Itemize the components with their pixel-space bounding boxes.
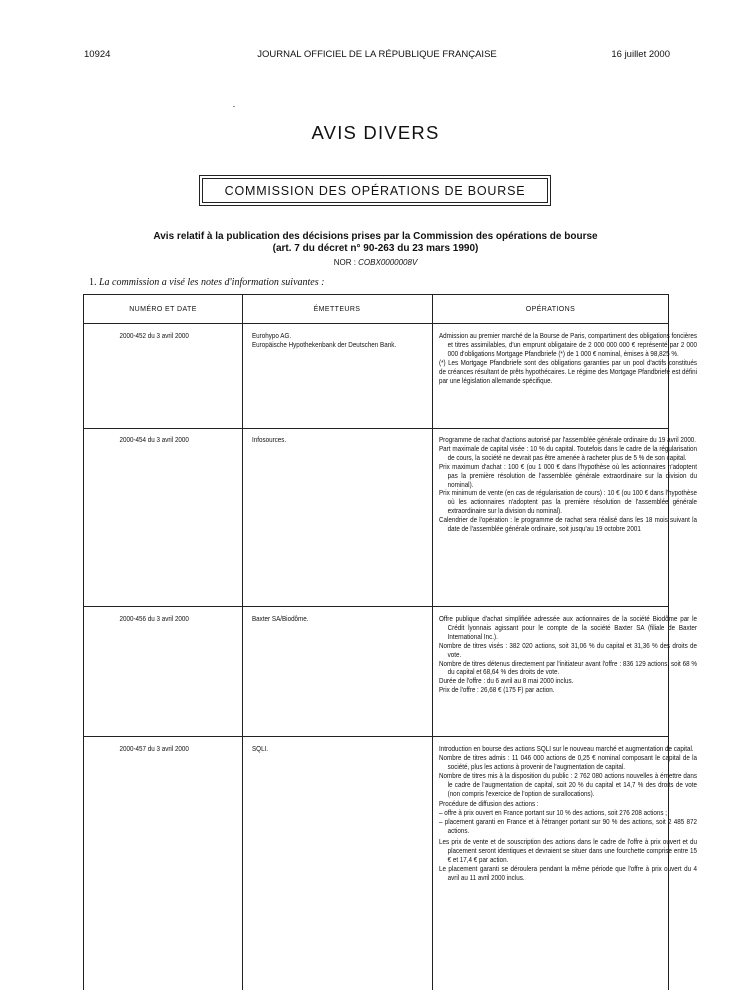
emetteur: Baxter SA/Biodôme.	[252, 614, 309, 623]
row-emetteurs	[252, 436, 427, 445]
nor-label: NOR :	[333, 258, 359, 267]
column-header-numero: NUMÉRO ET DATE	[129, 306, 197, 313]
row-divider	[84, 606, 668, 607]
operation-paragraph: Prix de l'offre : 26,68 € (175 F) par action.	[439, 685, 555, 695]
row-operations	[439, 745, 697, 883]
operation-paragraph: Nombre de titres admis : 11 046 000 actions de 0,25 € nominal composant le capital de la société, plus les actions à provenir de l'augmentation de capital.	[439, 752, 697, 771]
operation-paragraph: Nombre de titres visés : 382 020 actions, soit 31,06 % du capital et 31,36 % des droits de vote.	[439, 640, 697, 659]
operation-paragraph: Prix maximum d'achat : 100 € (ou 1 000 € dans l'hypothèse où les actionnaires n'adoptent pas la première résolution de l'assemblée générale extraordinaire sur la division du nominal).	[439, 461, 697, 489]
operation-paragraph: Admission au premier marché de la Bourse de Paris, compartiment des obligations foncières et titres assimilables, d'un emprunt obligataire de 2 000 000 000 € représenté par 2 000 000 d'obligations Mortgage Pfandbriefe (*) de 1 000 € nominal, émises à 98,825 %.	[439, 331, 697, 358]
operation-paragraph: Nombre de titres mis à la disposition du public : 2 762 080 actions nouvelles à émettre dans le cadre de l'augmentation de capital, soit 20 % du capital et 14,7 % des droits de vote (non compris l'exercice de l'option de surallocations).	[439, 770, 697, 798]
column-divider	[432, 295, 433, 990]
operation-paragraph: Offre publique d'achat simplifiée adressée aux actionnaires de la société Biodôme par le Crédit lyonnais agissant pour le compte de la société Baxter SA (filiale de Baxter International Inc.).	[439, 614, 697, 641]
print-speck	[233, 106, 235, 107]
operation-bullet: – placement garanti en France et à l'étranger portant sur 90 % des actions, soit 2 485 872 actions.	[439, 817, 697, 836]
header-divider	[84, 323, 668, 324]
intro-line	[89, 277, 324, 288]
nor-reference	[0, 258, 751, 267]
row-numero: 2000-457 du 3 avril 2000	[119, 744, 189, 753]
avis-title-line2: (art. 7 du décret n° 90-263 du 23 mars 1990)	[272, 243, 479, 254]
journal-title: JOURNAL OFFICIEL DE LA RÉPUBLIQUE FRANÇAISE	[257, 49, 497, 60]
commission-box	[199, 175, 551, 206]
commission-title: COMMISSION DES OPÉRATIONS DE BOURSE	[202, 178, 548, 203]
running-header	[84, 49, 670, 63]
operation-paragraph: Les prix de vente et de souscription des actions dans le cadre de l'offre à prix ouvert et du placement seront identiques et devraient se situer dans une fourchette comprise entre 15 € et 17,4 € par action.	[439, 837, 697, 864]
row-emetteurs	[252, 745, 427, 754]
row-divider	[84, 428, 668, 429]
row-numero: 2000-456 du 3 avril 2000	[119, 614, 189, 623]
operation-paragraph: Prix minimum de vente (en cas de régularisation de cours) : 10 € (ou 100 € dans l'hypothèse où les actionnaires n'adoptent pas la première résolution de l'assemblée générale extraordinaire sur la division du nominal).	[439, 488, 697, 516]
column-header-emetteurs: ÉMETTEURS	[313, 306, 361, 313]
row-operations	[439, 436, 697, 534]
row-emetteurs	[252, 615, 427, 624]
column-divider	[242, 295, 243, 990]
operation-paragraph: Introduction en bourse des actions SQLI sur le nouveau marché et augmentation de capital.	[439, 744, 694, 753]
row-operations	[439, 332, 697, 385]
operation-paragraph: Part maximale de capital visée : 10 % du capital. Toutefois dans le cadre de la régularisation de cours, la société ne devrait pas être amenée à racheter plus de 5 % de son capital.	[439, 443, 697, 462]
emetteur: Eurohypo AG.	[252, 331, 292, 340]
nor-code: COBX0000008V	[358, 258, 418, 267]
operation-paragraph: Procédure de diffusion des actions :	[439, 799, 539, 809]
emetteur: SQLI.	[252, 744, 269, 753]
operation-bullet: – offre à prix ouvert en France portant sur 10 % des actions, soit 276 208 actions ;	[439, 808, 668, 818]
intro-number: 1.	[89, 277, 99, 288]
operation-paragraph: Le placement garanti se déroulera pendant la même période que l'offre à prix ouvert du 4 avril au 11 avril 2000 inclus.	[439, 863, 697, 882]
row-numero: 2000-452 du 3 avril 2000	[119, 331, 189, 340]
row-operations	[439, 615, 697, 695]
section-title: AVIS DIVERS	[311, 122, 440, 143]
column-header-operations: OPÉRATIONS	[525, 306, 576, 313]
intro-text: La commission a visé les notes d'information suivantes :	[99, 277, 325, 288]
operation-paragraph: Nombre de titres détenus directement par l'initiateur avant l'offre : 836 129 actions, soit 68 % du capital et 68,64 % des droits de vote.	[439, 658, 697, 677]
decisions-table	[83, 294, 697, 990]
page-number: 10924	[84, 49, 111, 60]
emetteur: Europäische Hypothekenbank der Deutschen Bank.	[252, 339, 397, 349]
row-numero: 2000-454 du 3 avril 2000	[119, 435, 189, 444]
emetteur: Infosources.	[252, 435, 287, 444]
operation-note: (*) Les Mortgage Pfandbriefe sont des obligations garanties par un pool d'actifs constitués de créances résultant de prêts hypothécaires. Le régime des Mortgage Pfandbriefe est défini par une législation allemande spécifique.	[439, 357, 697, 385]
issue-date: 16 juillet 2000	[611, 49, 670, 60]
operation-paragraph: Durée de l'offre : du 6 avril au 8 mai 2000 inclus.	[439, 676, 574, 686]
operation-paragraph: Calendrier de l'opération : le programme de rachat sera réalisé dans les 18 mois suivant la date de l'assemblée générale ordinaire, soit jusqu'au 19 octobre 2001	[439, 515, 697, 534]
row-emetteurs	[252, 332, 427, 350]
avis-title-line1: Avis relatif à la publication des décisions prises par la Commission des opérations de bourse	[153, 231, 598, 242]
avis-title	[0, 231, 751, 255]
row-divider	[84, 736, 668, 737]
operation-paragraph: Programme de rachat d'actions autorisé par l'assemblée générale ordinaire du 19 avril 2000.	[439, 435, 697, 444]
